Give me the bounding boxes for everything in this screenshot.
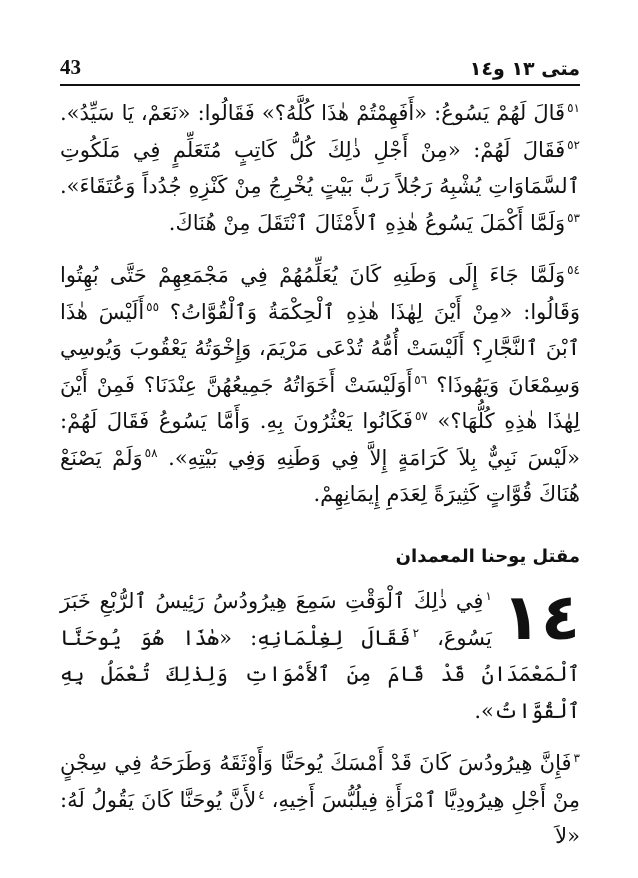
verse-text: فَقَالَ لِغِلْمَانِهِ: «هٰذَا هُوَ يُوحَنَّا ٱلْمَعْمَدَانُ قَدْ قَامَ مِنَ ٱلأَمْوَاتِ وَلِذٰلِكَ تُعْمَلُ بِهِ ٱلْقُوَّاتُ». bbox=[60, 625, 580, 723]
verse-number: ٤ bbox=[258, 787, 265, 802]
book-chapter-title: متى ١٣ و١٤ bbox=[469, 58, 580, 80]
verse-text: فَإِنَّ هِيرُودُسَ كَانَ قَدْ أَمْسَكَ يُوحَنَّا وَأَوْثَقَهُ وَطَرَحَهُ فِي سِجْنٍ مِنْ أَجْلِ هِيرُودِيَّا ٱمْرَأَةِ فِيلُبُّسَ أَخِيهِ، bbox=[60, 751, 581, 812]
paragraph-verses-54-58 bbox=[60, 257, 580, 513]
verse-text: وَلَمَّا جَاءَ إِلَى وَطَنِهِ كَانَ يُعَلِّمُهُمْ فِي مَجْمَعِهِمْ حَتَّى بُهِتُوا وَقَالُوا: «مِنْ أَيْنَ لِهٰذَا هٰذِهِ ٱلْحِكْمَةُ وَٱلْقُوَّاتُ؟ bbox=[60, 263, 580, 324]
verse-number: ٢ bbox=[412, 625, 420, 640]
paragraph-verses-3-4 bbox=[60, 745, 580, 855]
verse-number: ٣ bbox=[573, 751, 580, 765]
verse-text: فَكَانُوا يَعْثُرُونَ بِهِ. وَأَمَّا يَسُوعُ فَقَالَ لَهُمْ: «لَيْسَ نَبِيٌّ بِلاَ كَرَامَةٍ إِلاَّ فِي وَطَنِهِ وَفِي بَيْتِهِ». bbox=[60, 409, 580, 470]
verse-number: ٥٦ bbox=[414, 372, 428, 387]
verse-text: قَالَ لَهُمْ يَسُوعُ: «أَفَهِمْتُمْ هٰذَا كُلَّهُ؟» فَقَالُوا: «نَعَمْ، يَا سَيِّدُ». bbox=[60, 101, 566, 125]
verse-text: أَوَلَيْسَتْ أَخَوَاتُهُ جَمِيعُهُنَّ عِنْدَنَا؟ فَمِنْ أَيْنَ لِهٰذَا هٰذِهِ كُلُّهَا؟» bbox=[60, 372, 580, 433]
verse-number: ٥١ bbox=[567, 101, 580, 115]
verse-text: فِي ذٰلِكَ ٱلْوَقْتِ سَمِعَ هِيرُودُسُ رَئِيسُ ٱلرُّبْعِ خَبَرَ يَسُوعَ، bbox=[60, 589, 492, 650]
verse-number: ٥٥ bbox=[146, 299, 160, 314]
paragraph-chapter-14-opening bbox=[60, 583, 580, 729]
verse-number: ٥٢ bbox=[567, 137, 580, 152]
verse-text: أَلَيْسَ هٰذَا ٱبْنَ ٱلنَّجَّارِ؟ أَلَيْسَتْ أُمُّهُ تُدْعَى مَرْيَمَ، وَإِخْوَتُهُ يَعْقُوبَ وَيُوسِي وَسِمْعَانَ وَيَهُوذَا؟ bbox=[60, 299, 580, 397]
verse-text: فَقَالَ لَهُمْ: «مِنْ أَجْلِ ذٰلِكَ كُلُّ كَاتِبٍ مُتَعَلِّمٍ فِي مَلَكُوتِ ٱلسَّمَاوَاتِ يُشْبِهُ رَجُلاً رَبَّ بَيْتٍ يُخْرِجُ مِنْ كَنْزِهِ جُدُداً وَعُتَقَاءَ». bbox=[60, 137, 580, 198]
verse-number: ٥٤ bbox=[567, 263, 580, 277]
verse-number: ٥٧ bbox=[414, 409, 428, 423]
verse-number: ٥٨ bbox=[144, 445, 158, 460]
page-number: 43 bbox=[60, 55, 81, 79]
verse-text: وَلَمَّا أَكْمَلَ يَسُوعُ هٰذِهِ ٱلأَمْثَالَ ٱنْتَقَلَ مِنْ هُنَاكَ. bbox=[168, 210, 566, 235]
scripture-text bbox=[60, 95, 580, 855]
verse-text: لأَنَّ يُوحَنَّا كَانَ يَقُولُ لَهُ: «لاَ bbox=[60, 787, 580, 848]
section-heading: مقتل يوحنا المعمدان bbox=[395, 545, 580, 567]
paragraph-verses-51-53 bbox=[60, 95, 580, 241]
chapter-number: ١٤ bbox=[501, 581, 580, 655]
verse-number: ٥٣ bbox=[567, 210, 580, 225]
running-header bbox=[60, 52, 580, 86]
verse-number: ١ bbox=[485, 589, 492, 603]
verse-text: وَلَمْ يَصْنَعْ هُنَاكَ قُوَّاتٍ كَثِيرَةً لِعَدَمِ إِيمَانِهِمْ. bbox=[60, 445, 580, 506]
